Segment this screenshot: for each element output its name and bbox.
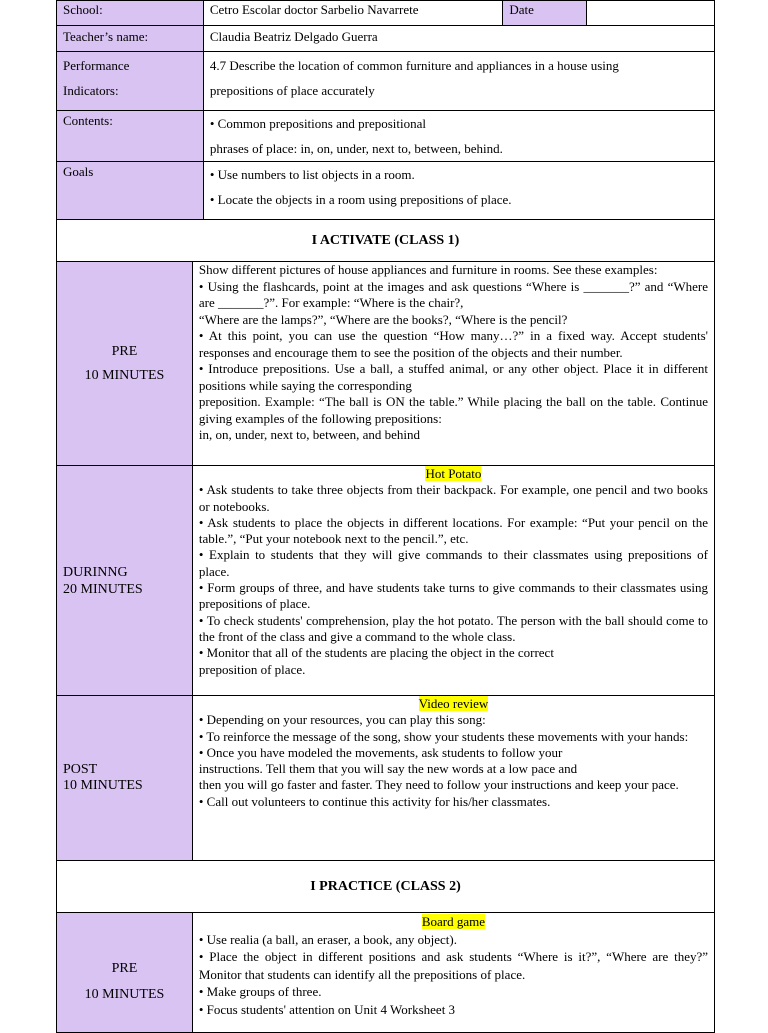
activity-title: Hot Potato: [425, 466, 482, 481]
stage-name: PRE: [111, 961, 138, 976]
text-line: • Depending on your resources, you can play this song:: [198, 712, 486, 728]
during-label-class1: [57, 466, 193, 696]
section-title-class2: I PRACTICE (CLASS 2): [57, 861, 715, 913]
activity-title-wrap: [199, 696, 708, 712]
text-line: • Call out volunteers to continue this activity for his/her classmates.: [198, 793, 551, 809]
indicators-label: [57, 52, 204, 111]
teacher-label: Teacher’s name:: [57, 26, 204, 52]
text-line: • At this point, you can use the question “How many…?” in a fixed way. Accept students' responses and encourage them to see the position of the objects and their number.: [198, 328, 708, 360]
indicators-label-line: Indicators:: [63, 83, 119, 98]
text-line: “Where are the lamps?”, “Where are the books?, “Where is the pencil?: [198, 311, 568, 327]
text-line: • Make groups of three.: [198, 984, 322, 1000]
stage-name: POST: [63, 762, 98, 777]
text-line: • Explain to students that they will give commands to their classmates using prepositions of place.: [198, 547, 708, 579]
post-content-class1: [192, 696, 714, 861]
goals-value: [203, 162, 714, 220]
pre-label-class1: [57, 262, 193, 466]
header-table: [56, 0, 715, 220]
during-content-class1: [192, 466, 714, 696]
indicators-value: [203, 52, 714, 111]
date-value: [587, 1, 715, 26]
section-title-class1: I ACTIVATE (CLASS 1): [57, 220, 715, 262]
text-line: in, on, under, next to, between, and behind: [198, 427, 421, 442]
pre-content-class1: [192, 262, 714, 466]
text-line: preposition of place.: [198, 661, 306, 677]
text-line: • Place the object in different positions and ask students “Where is it?”, “Where are they?” Monitor that students can identify all the prepositions of place.: [198, 949, 708, 982]
activities-table: [56, 219, 715, 1033]
text-line: • To reinforce the message of the song, show your students these movements with your hands:: [198, 728, 689, 744]
text-line: • Form groups of three, and have students take turns to give commands to their classmates using prepositions of place.: [198, 580, 708, 612]
goals-line: • Locate the objects in a room using prepositions of place.: [209, 192, 512, 207]
pre-label-class2: [57, 913, 193, 1033]
post-label-class1: [57, 696, 193, 861]
text-line: • Ask students to take three objects from their backpack. For example, one pencil and two books or notebooks.: [198, 482, 708, 514]
text-line: • Once you have modeled the movements, ask students to follow your: [198, 744, 563, 760]
indicators-value-line: 4.7 Describe the location of common furniture and appliances in a house using: [209, 58, 619, 73]
text-line: • Using the flashcards, point at the images and ask questions “Where is _______?” and “Where are _______?”. For example: “Where is the chair?,: [198, 278, 708, 310]
text-line: • To check students' comprehension, play the hot potato. The person with the ball should come to the front of the class and give a command to the whole class.: [198, 612, 708, 644]
contents-line: phrases of place: in, on, under, next to, between, behind.: [209, 141, 503, 156]
pre-content-class2: [192, 913, 714, 1033]
school-value: Cetro Escolar doctor Sarbelio Navarrete: [203, 1, 502, 26]
teacher-value: Claudia Beatriz Delgado Guerra: [203, 26, 714, 52]
activity-title-wrap: [199, 913, 708, 931]
text-line: • Introduce prepositions. Use a ball, a stuffed animal, or any other object. Place it in different positions while saying the corresponding: [198, 361, 708, 393]
stage-duration: 10 MINUTES: [84, 987, 165, 1002]
text-line: • Use realia (a ball, an eraser, a book, any object).: [198, 931, 457, 947]
goals-line: • Use numbers to list objects in a room.: [209, 167, 415, 182]
text-line: • Monitor that all of the students are placing the object in the correct: [198, 645, 554, 661]
goals-label: Goals: [57, 162, 204, 220]
date-label: Date: [503, 1, 587, 26]
stage-duration: 10 MINUTES: [63, 778, 143, 793]
contents-value: [203, 111, 714, 162]
contents-label: Contents:: [57, 111, 204, 162]
text-line: then you will go faster and faster. They need to follow your instructions and keep your pace.: [198, 777, 679, 793]
stage-duration: 20 MINUTES: [63, 581, 143, 597]
activity-title: Video review: [418, 696, 489, 711]
text-line: • Ask students to place the objects in different locations. For example: “Put your pencil on the table.”, “Put your notebook next to the pencil.”, etc.: [198, 514, 708, 547]
stage-duration: 10 MINUTES: [84, 367, 165, 383]
indicators-label-line: Performance: [63, 58, 130, 73]
stage-name: PRE: [111, 343, 138, 359]
activity-title: Board game: [421, 914, 486, 929]
activity-title-wrap: [199, 466, 708, 482]
text-line: Show different pictures of house appliances and furniture in rooms. See these examples:: [198, 262, 658, 277]
text-line: • Focus students' attention on Unit 4 Worksheet 3: [198, 1001, 456, 1017]
text-line: instructions. Tell them that you will say the new words at a low pace and: [198, 761, 578, 777]
contents-line: • Common prepositions and prepositional: [209, 116, 426, 131]
text-line: preposition. Example: “The ball is ON the table.” While placing the ball on the table. Continue giving examples of the following prepositions:: [198, 394, 708, 426]
indicators-value-line: prepositions of place accurately: [209, 83, 375, 98]
school-label: School:: [57, 1, 204, 26]
stage-name: DURINNG: [63, 564, 128, 580]
